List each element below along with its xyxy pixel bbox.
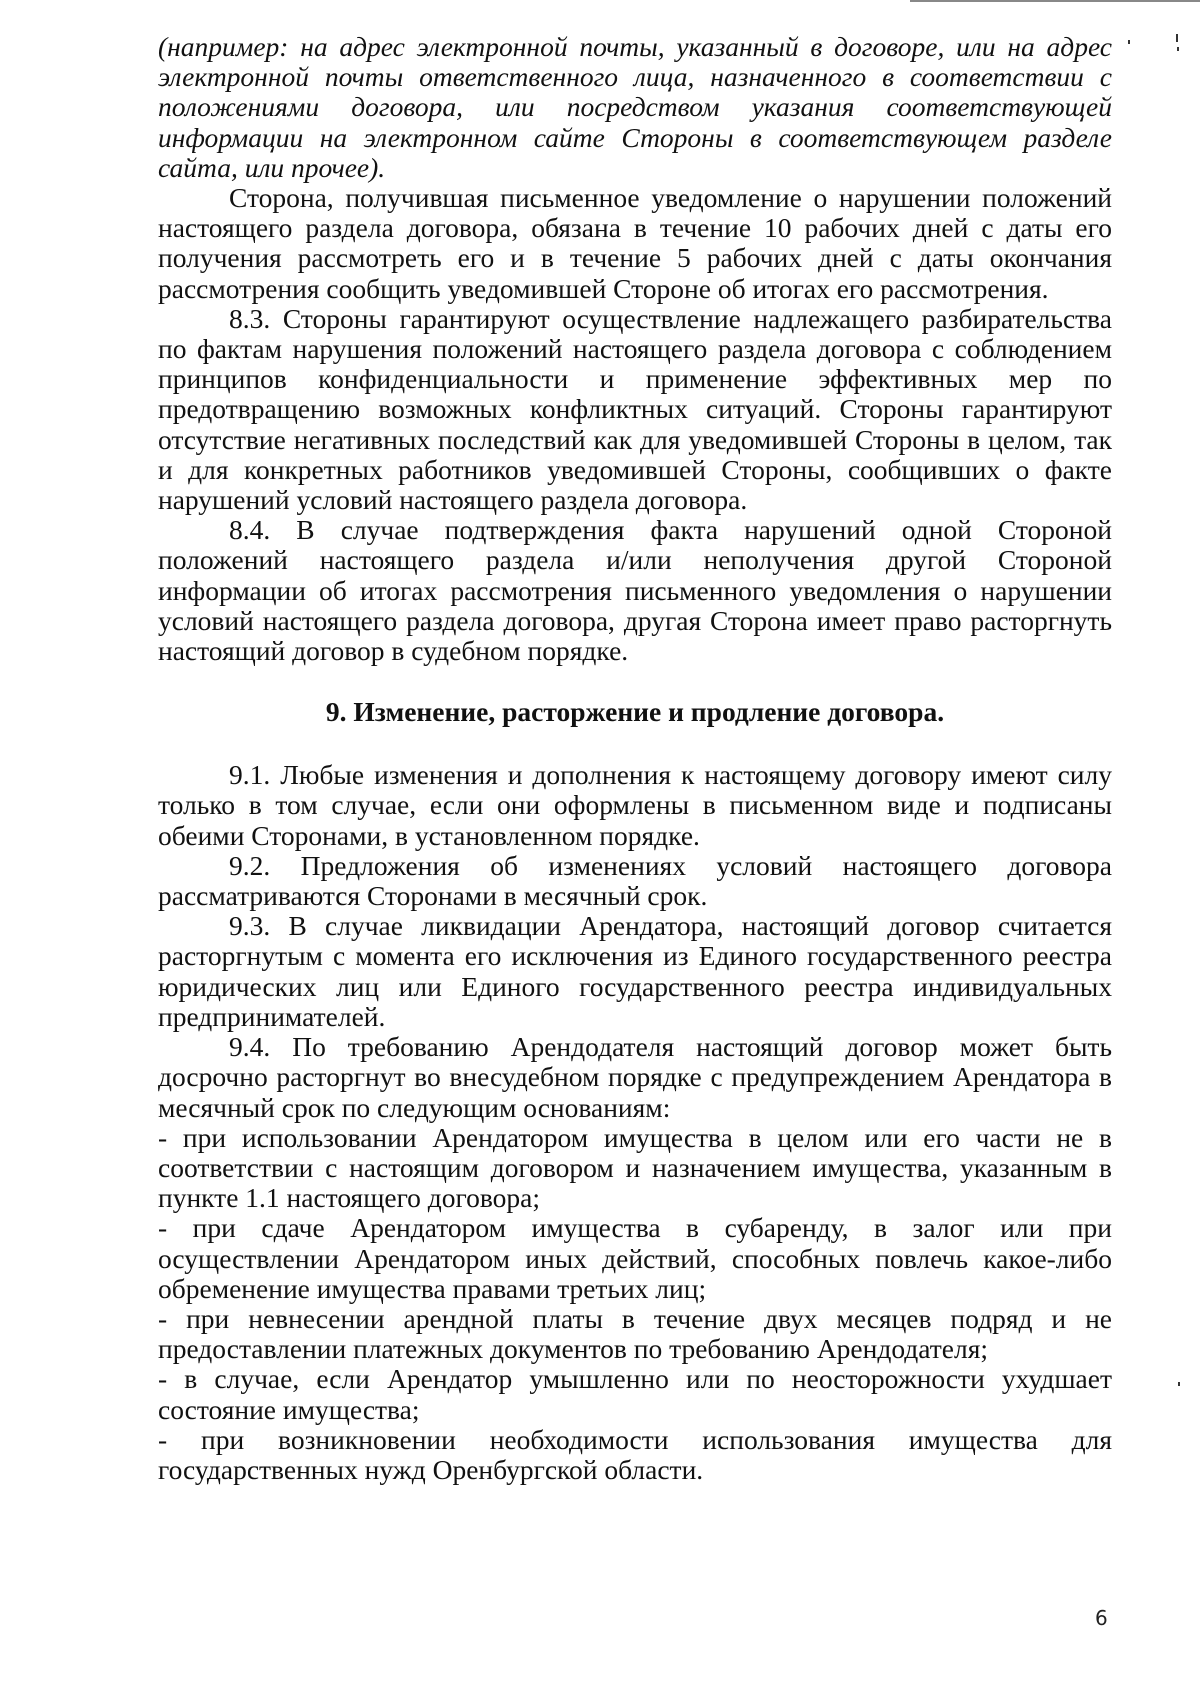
section-9-heading: 9. Изменение, расторжение и продление договора.: [325, 696, 945, 728]
paragraph-9-4: 9.4. По требованию Арендодателя настоящий договор может быть досрочно расторгнут во внесудебном порядке с предупреждением Арендатора в месячный срок по следующим основаниям:: [158, 1031, 1112, 1123]
list-item: - при использовании Арендатором имущества в целом или его части не в соответствии с настоящим договором и назначением имущества, указанным в пункте 1.1 настоящего договора;: [158, 1121, 1112, 1214]
scan-artifact: [1176, 34, 1178, 42]
paragraph-8-4: 8.4. В случае подтверждения факта нарушений одной Стороной положений настоящего раздела и/или неполучения другой Стороной информации об итогах рассмотрения письменного уведомления о нарушении условий настоящего раздела договора, другая Сторона имеет право расторгнуть настоящий договор в судебном порядке.: [158, 514, 1112, 667]
intro-italic-paragraph: (например: на адрес электронной почты, указанный в договоре, или на адрес электронной почты ответственного лица, назначенного в соответствии с положениями договора, или посредством указания соответствующей информации на электронном сайте Стороны в соответствующем разделе сайта, или прочее).: [158, 31, 1112, 183]
document-page: [158, 32, 1112, 1485]
scan-artifact: [1178, 1382, 1180, 1386]
paragraph-9-1: 9.1. Любые изменения и дополнения к настоящему договору имеют силу только в том случае, если они оформлены в письменном виде и подписаны обеими Сторонами, в установленном порядке.: [158, 759, 1112, 851]
paragraph-8-3: 8.3. Стороны гарантируют осуществление надлежащего разбирательства по фактам нарушения положений настоящего раздела договора с соблюдением принципов конфиденциальности и применение эффективных мер по предотвращению возможных конфликтных ситуаций. Стороны гарантируют отсутствие негативных последствий как для уведомившей Стороны в целом, так и для конкретных работников уведомившей Стороны, сообщивших о факте нарушений условий настоящего раздела договора.: [158, 302, 1112, 516]
scan-top-edge: [910, 0, 1200, 2]
scan-artifact: [1177, 47, 1179, 51]
page-number: 6: [1095, 1606, 1108, 1630]
list-item: - при невнесении арендной платы в течение двух месяцев подряд и не предоставлении платежных документов по требованию Арендодателя;: [158, 1302, 1112, 1365]
list-item: - в случае, если Арендатор умышленно или по неосторожности ухудшает состояние имущества;: [158, 1363, 1112, 1425]
paragraph-8-2-response: Сторона, получившая письменное уведомление о нарушении положений настоящего раздела договора, обязана в течение 10 рабочих дней с даты его получения рассмотреть его и в течение 5 рабочих дней с даты окончания рассмотрения сообщить уведомившей Стороне об итогах его рассмотрения.: [158, 182, 1112, 304]
list-item: - при возникновении необходимости использования имущества для государственных нужд Оренбургской области.: [158, 1423, 1112, 1485]
list-item: - при сдаче Арендатором имущества в субаренду, в залог или при осуществлении Арендатором иных действий, способных повлечь какое-либо обременение имущества правами третьих лиц;: [158, 1212, 1112, 1304]
paragraph-9-2: 9.2. Предложения об изменениях условий настоящего договора рассматриваются Сторонами в месячный срок.: [158, 849, 1112, 912]
scan-artifact: [1128, 40, 1130, 44]
paragraph-9-3: 9.3. В случае ликвидации Арендатора, настоящий договор считается расторгнутым с момента его исключения из Единого государственного реестра юридических лиц или Единого государственного реестра индивидуальных предпринимателей.: [158, 910, 1112, 1032]
